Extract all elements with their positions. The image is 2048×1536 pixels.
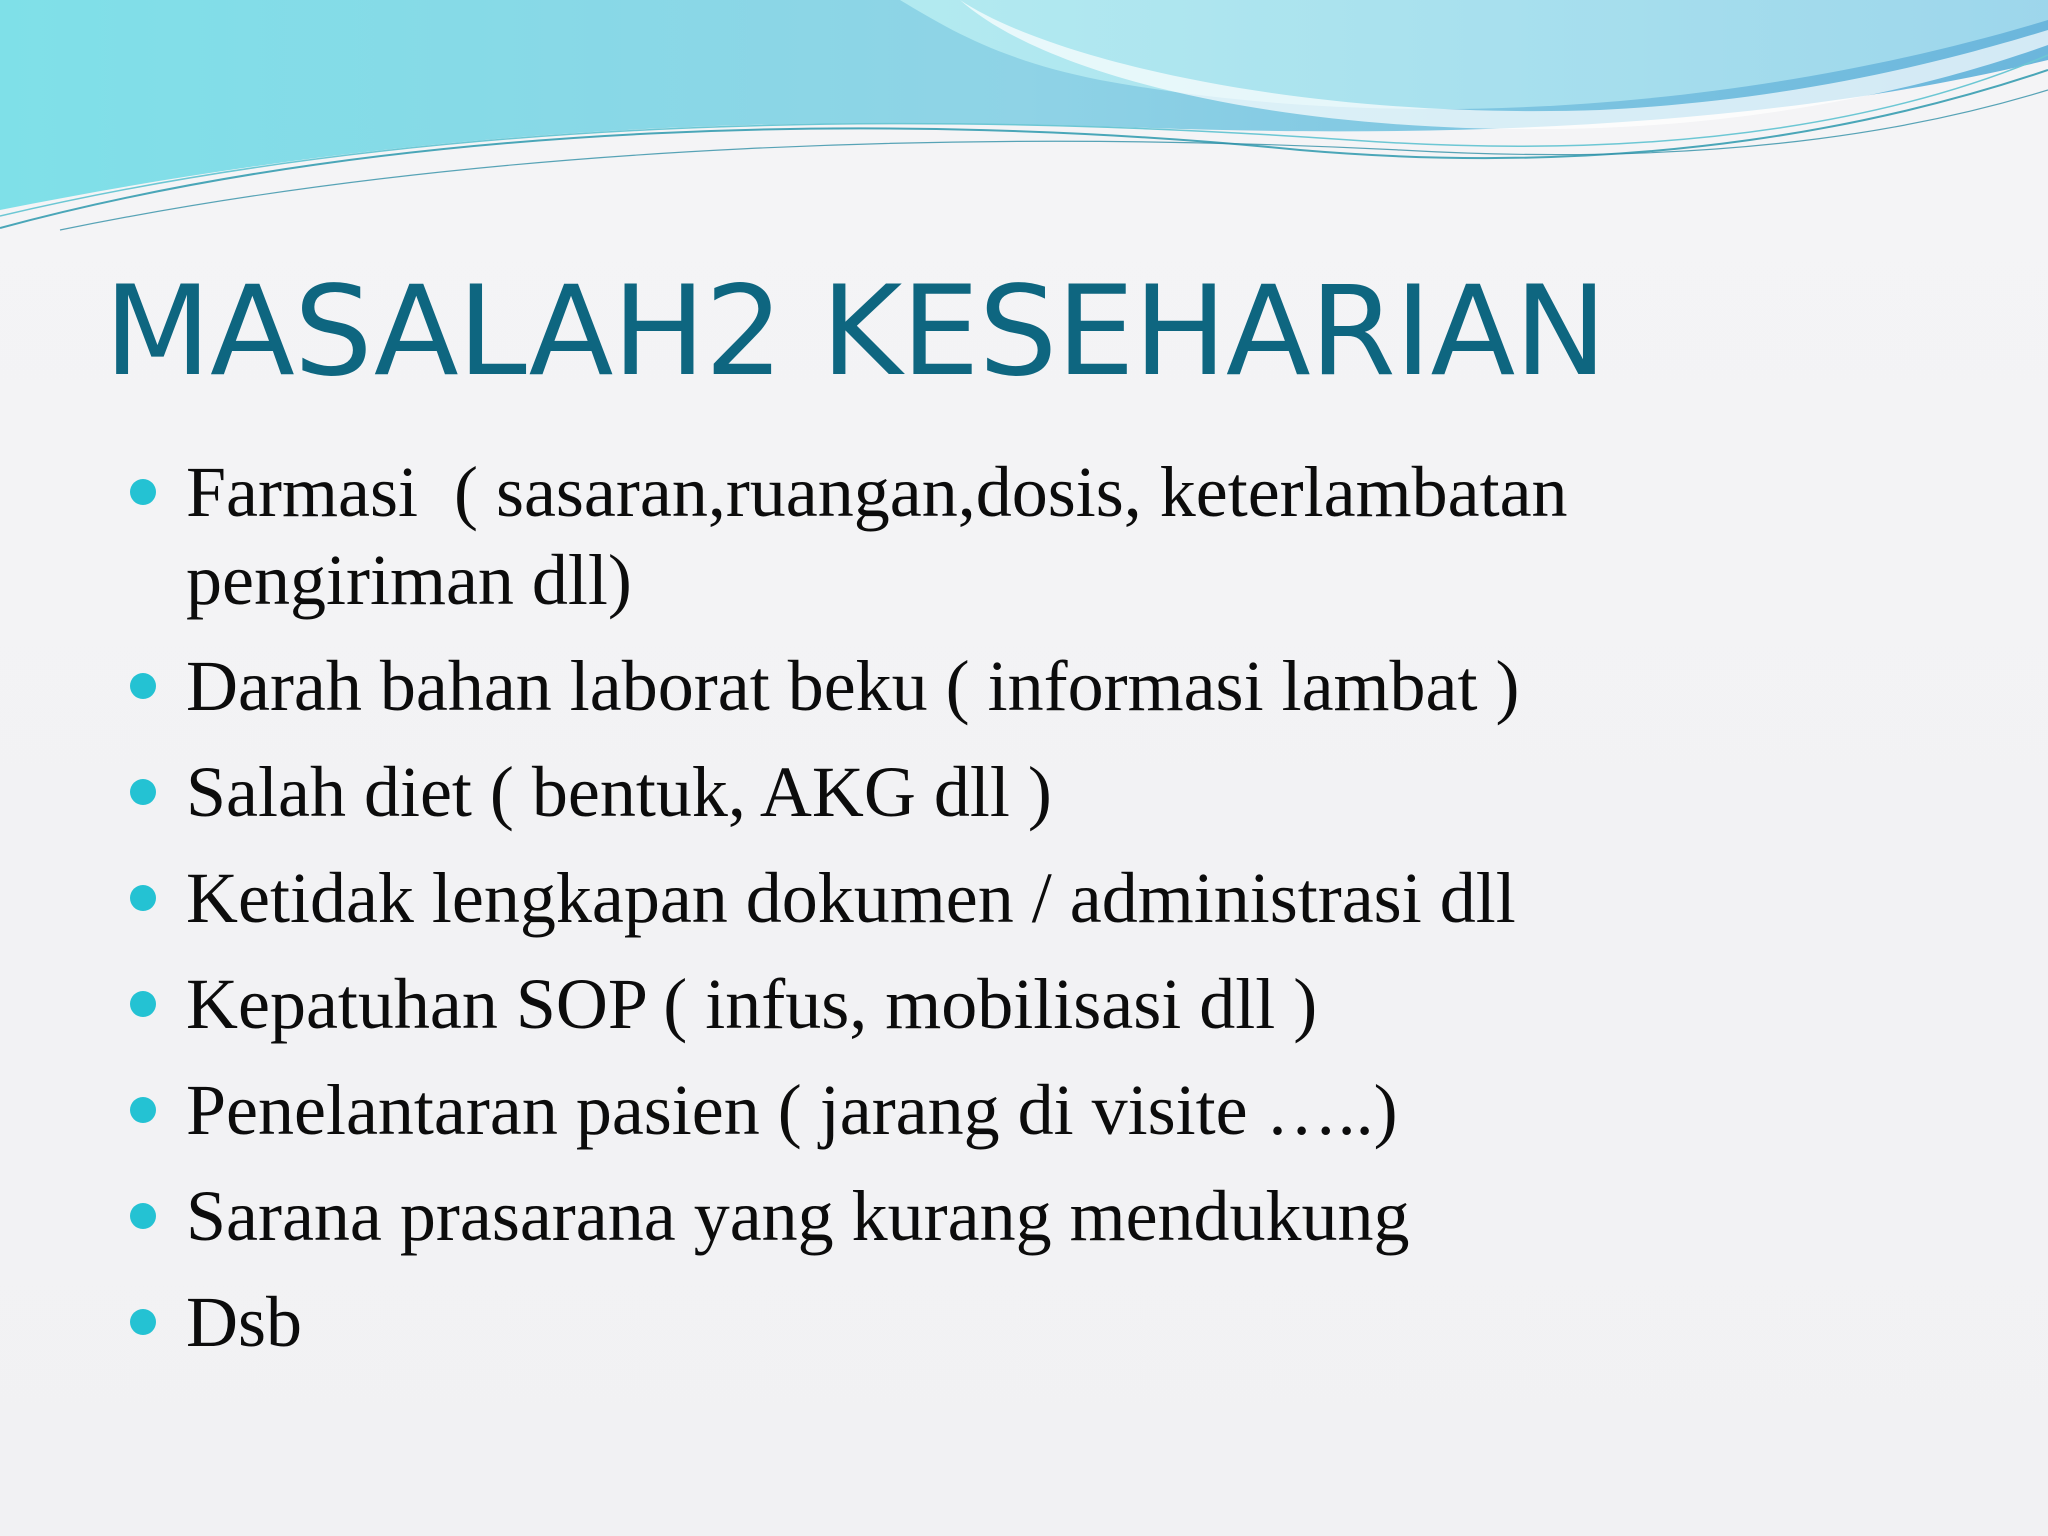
bullet-dot-icon <box>130 1309 156 1335</box>
list-item <box>130 448 1780 624</box>
bullet-dot-icon <box>130 479 156 505</box>
bullet-text: Darah bahan laborat beku ( informasi lambat ) <box>186 646 1520 726</box>
bullet-dot-icon <box>130 673 156 699</box>
bullet-dot-icon <box>130 1203 156 1229</box>
bullet-list <box>130 448 1780 1384</box>
bullet-text: Dsb <box>186 1282 303 1362</box>
bullet-dot-icon <box>130 991 156 1017</box>
bullet-dot-icon <box>130 779 156 805</box>
header-wave-decoration <box>0 0 2048 260</box>
bullet-text: Salah diet ( bentuk, AKG dll ) <box>186 752 1052 832</box>
list-item <box>130 960 1780 1048</box>
bullet-dot-icon <box>130 885 156 911</box>
bullet-text: Sarana prasarana yang kurang mendukung <box>186 1176 1410 1256</box>
slide-title: MASALAH2 KESEHARIAN <box>104 260 1607 404</box>
list-item <box>130 642 1780 730</box>
bullet-text: Ketidak lengkapan dokumen / administrasi dll <box>186 858 1516 938</box>
bullet-text: Farmasi ( sasaran,ruangan,dosis, keterlambatan pengiriman dll) <box>186 452 1586 620</box>
list-item <box>130 1172 1780 1260</box>
list-item <box>130 1278 1780 1366</box>
bullet-text: Penelantaran pasien ( jarang di visite …..) <box>186 1070 1398 1150</box>
list-item <box>130 748 1780 836</box>
bullet-dot-icon <box>130 1097 156 1123</box>
bullet-text: Kepatuhan SOP ( infus, mobilisasi dll ) <box>186 964 1318 1044</box>
list-item <box>130 854 1780 942</box>
list-item <box>130 1066 1780 1154</box>
